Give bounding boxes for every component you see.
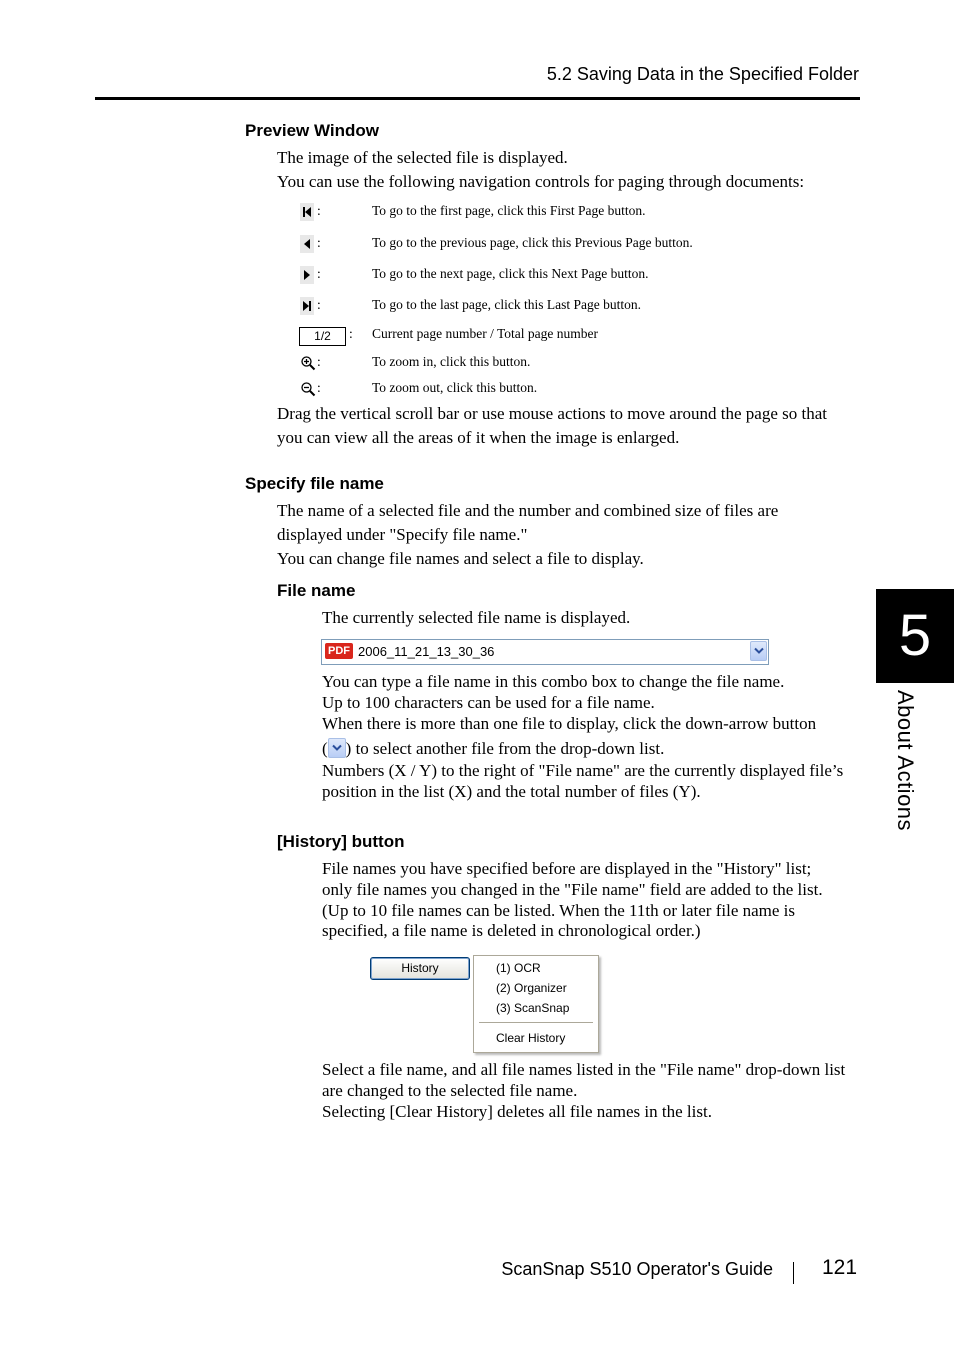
- preview-window-heading: Preview Window: [245, 121, 379, 140]
- history-menu: [473, 955, 599, 1053]
- nav-zoom-out-text: To zoom out, click this button.: [372, 380, 538, 395]
- clear-history-menu-item[interactable]: Clear History: [496, 1031, 566, 1045]
- menu-separator: [479, 1022, 593, 1023]
- nav-colon: :: [349, 326, 353, 341]
- nav-page-number-text: Current page number / Total page number: [372, 326, 598, 341]
- history-line-4: specified, a file name is deleted in chronological order.): [322, 921, 701, 940]
- page-number: 121: [822, 1256, 858, 1279]
- chevron-down-icon: [332, 744, 342, 752]
- specify-file-name-heading: Specify file name: [245, 474, 384, 493]
- combo-dropdown-button[interactable]: [750, 641, 767, 661]
- footer-guide-title: ScanSnap S510 Operator's Guide: [501, 1259, 773, 1279]
- history-menu-item-3[interactable]: (3) ScanSnap: [496, 1001, 570, 1015]
- history-line-1: File names you have specified before are displayed in the "History" list;: [322, 859, 812, 878]
- drag-paragraph-line-2: you can view all the areas of it when the image is enlarged.: [277, 428, 680, 447]
- nav-next-text: To go to the next page, click this Next Page button.: [372, 266, 649, 281]
- chevron-down-icon: [754, 647, 764, 655]
- specify-line-1: The name of a selected file and the number and combined size of files are: [277, 501, 779, 520]
- footer-separator: [793, 1262, 794, 1284]
- file-name-line-4: [322, 738, 664, 759]
- file-name-heading: File name: [277, 581, 356, 600]
- nav-last-text: To go to the last page, click this Last Page button.: [372, 297, 642, 312]
- file-name-line-4-rest: ) to select another file from the drop-down list.: [345, 739, 665, 758]
- file-name-combo-box[interactable]: [321, 639, 769, 665]
- preview-paragraph-2: You can use the following navigation controls for paging through documents:: [277, 172, 805, 191]
- chapter-tab-label: About Actions: [893, 690, 918, 832]
- pdf-icon: PDF: [325, 643, 353, 659]
- file-name-line-2: Up to 100 characters can be used for a file name.: [322, 693, 655, 712]
- last-page-icon: [300, 297, 314, 315]
- previous-page-icon: [300, 235, 314, 253]
- zoom-out-icon: [300, 381, 316, 397]
- file-name-paragraph: The currently selected file name is displayed.: [322, 608, 631, 627]
- file-name-line-6: position in the list (X) and the total number of files (Y).: [322, 782, 701, 801]
- page-number-box: 1/2: [299, 327, 346, 346]
- nav-first-text: To go to the first page, click this First Page button.: [372, 203, 646, 218]
- nav-zoom-in-text: To zoom in, click this button.: [372, 354, 531, 369]
- drag-paragraph-line-1: Drag the vertical scroll bar or use mouse actions to move around the page so that: [277, 404, 827, 423]
- first-page-icon: [300, 203, 314, 221]
- nav-colon: :: [317, 266, 321, 281]
- history-button[interactable]: History: [370, 957, 470, 980]
- zoom-in-icon: [300, 355, 316, 371]
- nav-colon: :: [317, 203, 321, 218]
- history-line-3: (Up to 10 file names can be listed. When the 11th or later file name is: [322, 901, 796, 920]
- nav-colon: :: [317, 235, 321, 250]
- running-header: 5.2 Saving Data in the Specified Folder: [546, 64, 859, 84]
- history-after-line-1: Select a file name, and all file names listed in the "File name" drop-down list: [322, 1060, 846, 1079]
- file-name-line-1: You can type a file name in this combo box to change the file name.: [322, 672, 785, 691]
- file-name-line-5: Numbers (X / Y) to the right of "File name" are the currently displayed file’s: [322, 761, 844, 780]
- nav-colon: :: [317, 297, 321, 312]
- open-paren: (: [322, 739, 328, 758]
- next-page-icon: [300, 266, 314, 284]
- history-line-2: only file names you changed in the "File name" field are added to the list.: [322, 880, 823, 899]
- down-arrow-button-inline: [328, 738, 346, 758]
- history-menu-item-1[interactable]: (1) OCR: [496, 961, 541, 975]
- history-after-line-2: are changed to the selected file name.: [322, 1081, 578, 1100]
- preview-paragraph-1: The image of the selected file is displayed.: [277, 148, 568, 167]
- nav-colon: :: [317, 380, 321, 395]
- file-name-combo-value: 2006_11_21_13_30_36: [358, 644, 495, 659]
- file-name-line-3: When there is more than one file to display, click the down-arrow button: [322, 714, 817, 733]
- nav-colon: :: [317, 354, 321, 369]
- header-rule: [95, 97, 860, 100]
- nav-previous-text: To go to the previous page, click this Previous Page button.: [372, 235, 693, 250]
- specify-line-2: displayed under "Specify file name.": [277, 525, 528, 544]
- history-button-heading: [History] button: [277, 832, 405, 851]
- chapter-tab-number: 5: [876, 589, 954, 683]
- specify-line-3: You can change file names and select a file to display.: [277, 549, 644, 568]
- history-menu-item-2[interactable]: (2) Organizer: [496, 981, 567, 995]
- history-after-line-3: Selecting [Clear History] deletes all file names in the list.: [322, 1102, 712, 1121]
